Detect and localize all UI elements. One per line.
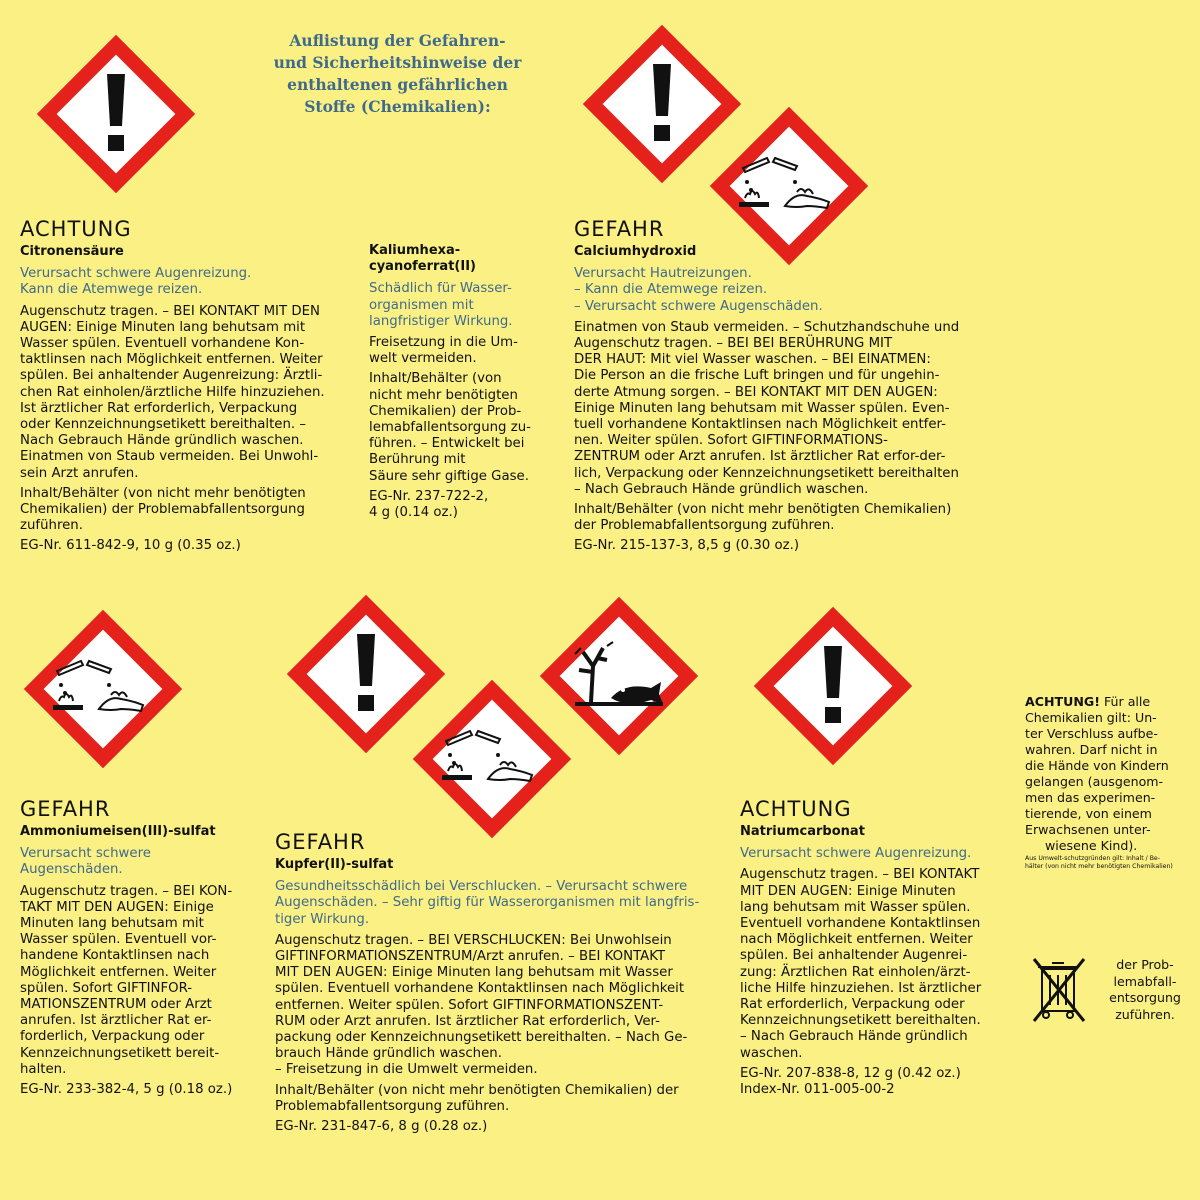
citronensaeure-block: [20, 216, 350, 559]
hazard-statement: Verursacht Hautreizungen. – Kann die Atemwege reizen. – Verursacht schwere Augenschäden.: [574, 266, 823, 314]
substance-name: Citronensäure: [20, 244, 124, 259]
disposal-statement: Inhalt/Behälter (von nicht mehr benötigten Chemikalien) der Problemabfallentsorgung zuführen.: [20, 485, 306, 534]
environment-hazard-icon: [540, 597, 698, 755]
exclamation-mark-icon: [583, 25, 741, 183]
page-title: Auflistung der Gefahren- und Sicherheitshinweise der enthaltenen gefährlichen Stoffe (Chemikalien):: [273, 31, 522, 116]
precaution-statement: Einatmen von Staub vermeiden. – Schutzhandschuhe und Augenschutz tragen. – BEI BEI BERÜHRUNG MIT DER HAUT: Mit viel Wasser waschen. – BEI EINATMEN: Die Person an die frische Luft bringen und für ungehin- derte Atmung sorgen. – BEI KONTAKT MIT DEN AUGEN: Einige Minuten lang behutsam mit Wasser spülen. Even- tuell vorhandene Kontaktlinsen nach Möglichkeit entfer- nen. Weiter spülen. Sofort GIFTINFORMATIONS- ZENTRUM oder Arzt anrufen. Ist ärztlicher Rat erfor-der- lich, Verpackung oder Kennzeichnungsetikett bereithalten – Nach Gebrauch Hände gründlich waschen.: [574, 319, 960, 497]
disposal-statement: Inhalt/Behälter (von nicht mehr benötigten Chemikalien) der Problemabfallentsorgung zuführen.: [574, 502, 952, 534]
eg-number: EG-Nr. 611-842-9, 10 g (0.35 oz.): [20, 538, 241, 554]
precaution-statement: Freisetzung in die Um- welt vermeiden.: [369, 335, 518, 367]
precaution-statement: Augenschutz tragen. – BEI KONTAKT MIT DEN AUGEN: Einige Minuten lang behutsam mit Wasser spülen. Eventuell vorhandene Kontaktlinsen nach Möglichkeit entfernen. Weiter spülen. Bei anhaltender Augenrei- zung: Ärztlichen Rat einholen/ärzt- liche Hilfe hinzuziehen. Ist ärztlicher Rat erforderlich, Verpackung oder Kennzeichnungsetikett bereithalten. – Nach Gebrauch Hände gründlich waschen.: [740, 867, 982, 1061]
signal-word: GEFAHR: [574, 217, 665, 241]
signal-word: GEFAHR: [20, 797, 111, 821]
corrosion-icon: [24, 610, 182, 768]
eg-number: EG-Nr. 233-382-4, 5 g (0.18 oz.): [20, 1082, 233, 1098]
substance-name: Kaliumhexa- cyanoferrat(II): [369, 243, 476, 275]
precaution-statement: Augenschutz tragen. – BEI KONTAKT MIT DEN AUGEN: Einige Minuten lang behutsam mit Wasser spülen. Eventuell vorhandene Kon- taktlinsen nach Möglichkeit entfernen. Weiter spülen. Bei anhaltender Augenreizung: Ärztli- chen Rat einholen/ärztliche Hilfe hinzuziehen. Ist ärztlicher Rat erforderlich, Verpackung oder Kennzeichnungsetikett bereithalten. – Nach Gebrauch Hände gründlich waschen. Einatmen von Staub vermeiden. Bei Unwohl- sein Arzt anrufen.: [20, 303, 325, 481]
kupfer-block: [275, 829, 715, 1139]
natrium-block: [740, 796, 1005, 1102]
ammonium-block: [20, 796, 265, 1102]
hazard-statement: Schädlich für Wasser- organismen mit langfristiger Wirkung.: [369, 281, 513, 329]
precaution-statement: Augenschutz tragen. – BEI VERSCHLUCKEN: Bei Unwohlsein GIFTINFORMATIONSZENTRUM/Arzt anrufen. – BEI KONTAKT MIT DEN AUGEN: Einige Minuten lang behutsam mit Wasser spülen. Eventuell vorhandene Kontaktlinsen nach Möglichkeit entfernen. Weiter spülen. Sofort GIFTINFORMATIONSZENT- RUM oder Arzt anrufen. Ist ärztlicher Rat erforderlich, Ver- packung oder Kennzeichnungsetikett bereithalten. – Nach Ge- brauch Hände gründlich waschen. – Freisetzung in die Umwelt vermeiden.: [275, 932, 688, 1078]
disposal-statement: Inhalt/Behälter (von nicht mehr benötigten Chemikalien) der Prob- lemabfallentsorgung zu- führen. – Entwickelt bei Berührung mit Säure sehr giftige Gase.: [369, 371, 531, 484]
signal-word: ACHTUNG: [20, 217, 132, 241]
signal-word: GEFAHR: [275, 830, 366, 854]
hazard-statement: Verursacht schwere Augenschäden.: [20, 846, 151, 878]
substance-name: Ammoniumeisen(III)-sulfat: [20, 824, 216, 839]
signal-word: ACHTUNG: [740, 797, 852, 821]
substance-name: Natriumcarbonat: [740, 824, 865, 839]
disposal-note: der Prob- lemabfall- entsorgung zuführen.: [1109, 957, 1181, 1022]
eg-number: EG-Nr. 237-722-2, 4 g (0.14 oz.): [369, 488, 489, 521]
eg-number: EG-Nr. 231-847-6, 8 g (0.28 oz.): [275, 1119, 488, 1135]
crossed-bin-icon: [1030, 955, 1088, 1025]
substance-name: Calciumhydroxid: [574, 244, 697, 259]
disposal-statement: Inhalt/Behälter (von nicht mehr benötigten Chemikalien) der Problemabfallentsorgung zuführen.: [275, 1082, 679, 1114]
corrosion-icon: [413, 680, 571, 838]
eg-number: EG-Nr. 207-838-8, 12 g (0.42 oz.) Index-Nr. 011-005-00-2: [740, 1065, 961, 1098]
eg-number: EG-Nr. 215-137-3, 8,5 g (0.30 oz.): [574, 538, 800, 554]
exclamation-mark-icon: [37, 35, 195, 193]
environment-small-note: Aus Umwelt-schutzgründen gilt: Inhalt / Be- hälter (von nicht mehr benötigten Chemikalien): [1025, 855, 1173, 870]
calcium-block: [574, 216, 984, 559]
hazard-statement: Verursacht schwere Augenreizung.: [740, 846, 972, 862]
general-warning-note: ACHTUNG! Für alle Chemikalien gilt: Un- ter Verschluss aufbe- wahren. Darf nicht in die Hände von Kindern gelangen (ausgenom- men das experimen- tierende, von einem Erwachsenen unter- wiesene Kind). Aus Umwelt-schutzgründen gilt: Inhalt / Be- hälter (von nicht mehr benötigten Chemikalien): [1025, 694, 1185, 870]
kalium-block: [369, 243, 549, 525]
hazard-statement: Verursacht schwere Augenreizung. Kann die Atemwege reizen.: [20, 266, 252, 298]
exclamation-mark-icon: [287, 595, 445, 753]
hazard-statement: Gesundheitsschädlich bei Verschlucken. – Verursacht schwere Augenschäden. – Sehr giftig für Wasserorganismen mit langfris- tiger Wirkung.: [275, 879, 700, 927]
precaution-statement: Augenschutz tragen. – BEI KON- TAKT MIT DEN AUGEN: Einige Minuten lang behutsam mit Wasser spülen. Eventuell vor- handene Kontaktlinsen nach Möglichkeit entfernen. Weiter spülen. Sofort GIFTINFOR- MATIONSZENTRUM oder Arzt anrufen. Ist ärztlicher Rat er- forderlich, Verpackung oder Kennzeichnungsetikett bereit- halten.: [20, 883, 233, 1077]
exclamation-mark-icon: [754, 607, 912, 765]
substance-name: Kupfer(II)-sulfat: [275, 857, 394, 872]
